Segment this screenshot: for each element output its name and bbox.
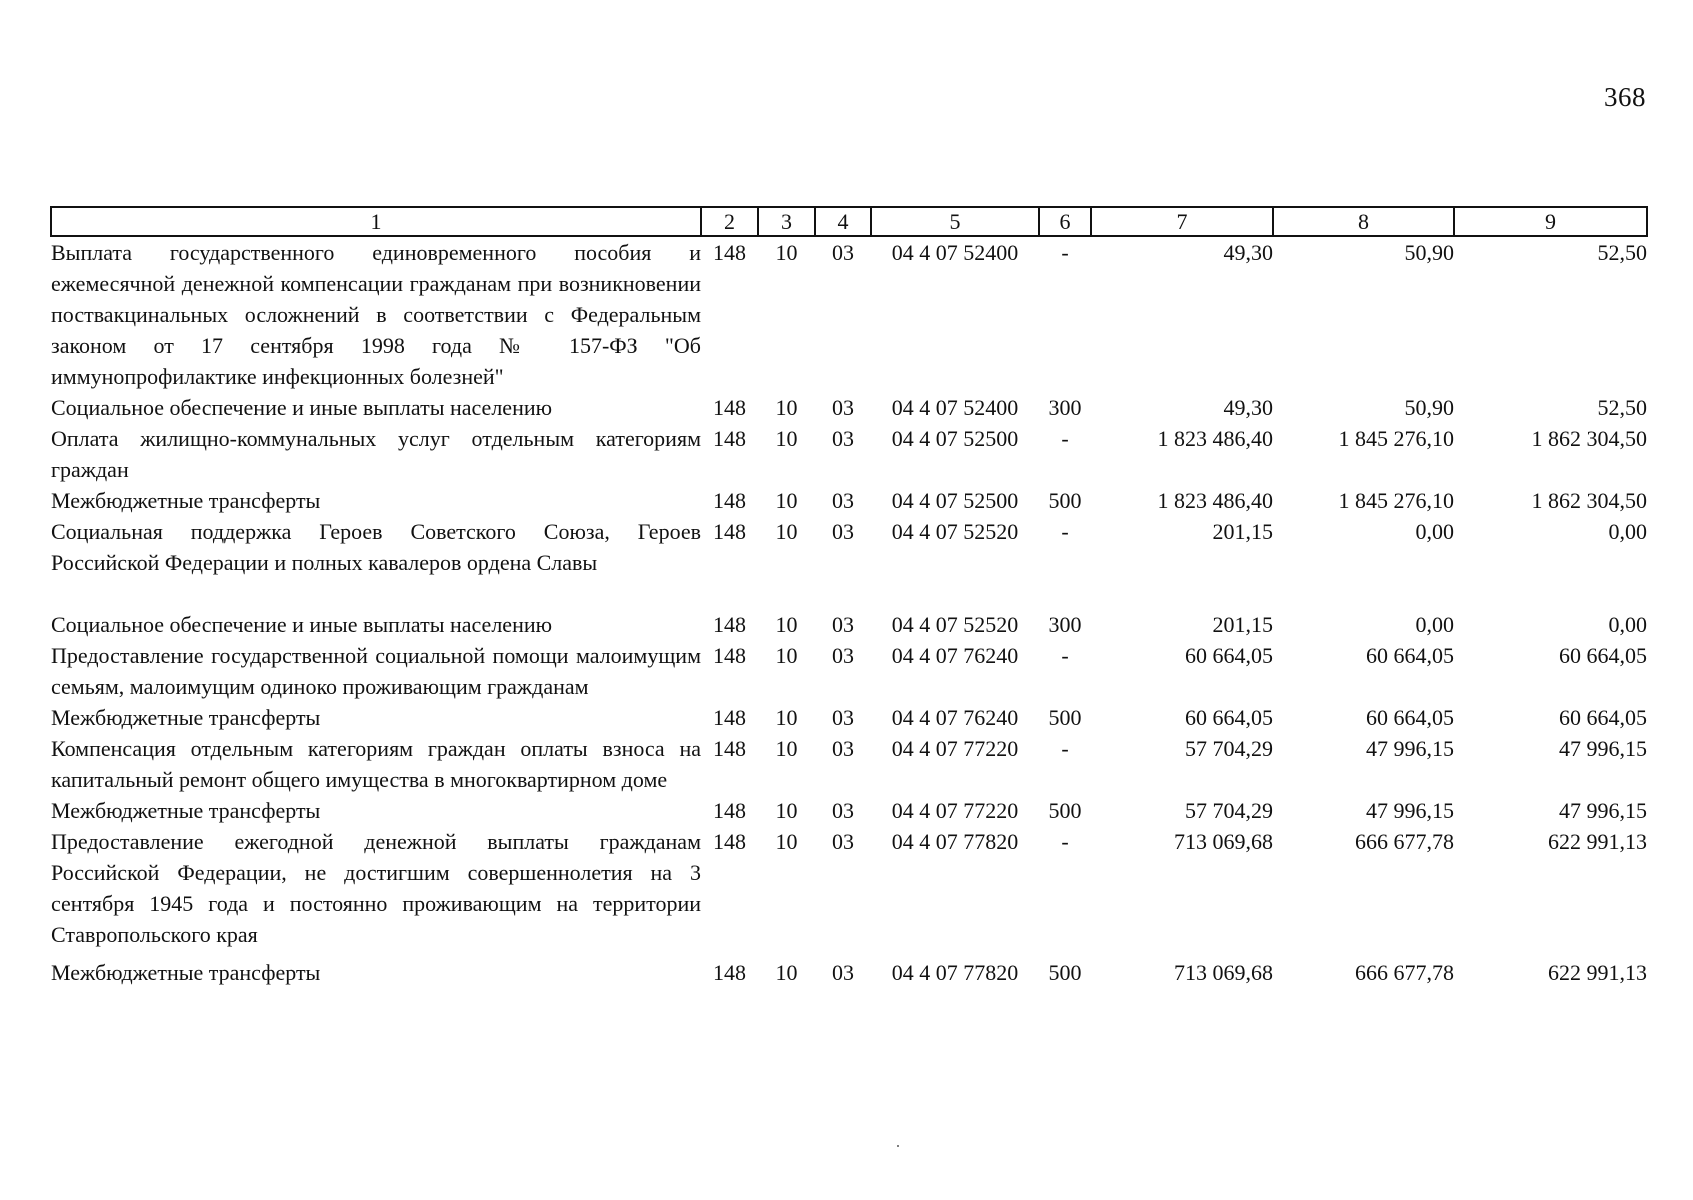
row-col4: 03 [832, 960, 854, 985]
row-col6: - [1061, 736, 1069, 761]
row-col2: 148 [713, 240, 746, 265]
table-row [51, 826, 1647, 957]
table-row [51, 640, 1647, 702]
row-col4: 03 [832, 705, 854, 730]
table-row [51, 392, 1647, 423]
row-col6: 300 [1048, 612, 1082, 637]
row-col4: 03 [832, 612, 854, 637]
row-col9: 60 664,05 [1559, 705, 1647, 730]
row-col6: - [1061, 519, 1069, 544]
row-col7: 1 823 486,40 [1157, 426, 1273, 451]
column-header: 2 [701, 207, 758, 236]
row-col9: 1 862 304,50 [1531, 426, 1647, 451]
row-col3: 10 [775, 612, 798, 637]
row-col3: 10 [775, 829, 798, 854]
row-col4: 03 [832, 240, 854, 265]
row-col7: 713 069,68 [1174, 829, 1273, 854]
row-col4: 03 [832, 829, 854, 854]
row-name: Выплата государственного единовременного пособия и ежемесячной денежной компенсации гражданам при возникновении поствакцинальных осложнений в соответствии с Федеральным законом от 17 сентября 1998 года № 157-ФЗ "Об иммунопрофилактике инфекционных болезней" [51, 240, 701, 389]
table-row [51, 733, 1647, 795]
row-col2: 148 [713, 519, 746, 544]
row-col8: 50,90 [1404, 395, 1454, 420]
row-col5: 04 4 07 52400 [891, 240, 1019, 265]
table-row [51, 485, 1647, 516]
row-col3: 10 [775, 395, 798, 420]
scan-speck [897, 1145, 899, 1147]
row-col6: 500 [1048, 705, 1082, 730]
row-col8: 47 996,15 [1366, 736, 1454, 761]
column-header: 4 [815, 207, 871, 236]
row-col3: 10 [775, 426, 798, 451]
row-name: Предоставление государственной социальной помощи малоимущим семьям, малоимущим одиноко проживающим гражданам [51, 643, 701, 699]
row-col8: 60 664,05 [1366, 643, 1454, 668]
row-col9: 622 991,13 [1548, 829, 1647, 854]
row-col6: 500 [1048, 960, 1082, 985]
row-col5: 04 4 07 77220 [891, 798, 1019, 823]
row-name: Социальная поддержка Героев Советского Союза, Героев Российской Федерации и полных кавалеров ордена Славы [51, 519, 701, 575]
column-header: 6 [1039, 207, 1091, 236]
table-row [51, 609, 1647, 640]
row-col2: 148 [713, 829, 746, 854]
table-row [51, 957, 1647, 988]
row-col7: 57 704,29 [1185, 736, 1273, 761]
row-col7: 201,15 [1212, 519, 1273, 544]
row-col3: 10 [775, 736, 798, 761]
row-name: Межбюджетные трансферты [51, 705, 321, 730]
row-col5: 04 4 07 77220 [891, 736, 1019, 761]
row-col3: 10 [775, 960, 798, 985]
row-col9: 1 862 304,50 [1531, 488, 1647, 513]
row-name: Межбюджетные трансферты [51, 798, 321, 823]
row-name: Предоставление ежегодной денежной выплаты гражданам Российской Федерации, не достигшим совершеннолетия на 3 сентября 1945 года и постоянно проживающим на территории Ставропольского края [51, 829, 701, 947]
row-col8: 1 845 276,10 [1338, 426, 1454, 451]
row-name: Межбюджетные трансферты [51, 488, 321, 513]
row-col2: 148 [713, 798, 746, 823]
row-col8: 50,90 [1404, 240, 1454, 265]
header-row [51, 207, 1647, 236]
row-col3: 10 [775, 798, 798, 823]
row-col8: 47 996,15 [1366, 798, 1454, 823]
row-col8: 666 677,78 [1355, 960, 1454, 985]
row-col6: - [1061, 829, 1069, 854]
row-name: Социальное обеспечение и иные выплаты населению [51, 612, 553, 637]
column-header: 8 [1273, 207, 1454, 236]
row-col4: 03 [832, 736, 854, 761]
row-col8: 0,00 [1415, 519, 1454, 544]
row-col2: 148 [713, 488, 746, 513]
table-row [51, 516, 1647, 609]
row-col7: 57 704,29 [1185, 798, 1273, 823]
row-col7: 201,15 [1212, 612, 1273, 637]
row-col7: 60 664,05 [1185, 643, 1273, 668]
table-row [51, 795, 1647, 826]
row-col5: 04 4 07 52500 [891, 426, 1019, 451]
row-col8: 1 845 276,10 [1338, 488, 1454, 513]
row-col5: 04 4 07 52520 [891, 612, 1019, 637]
row-col7: 49,30 [1223, 240, 1273, 265]
row-col6: 300 [1048, 395, 1082, 420]
row-col8: 60 664,05 [1366, 705, 1454, 730]
row-col2: 148 [713, 705, 746, 730]
row-col2: 148 [713, 960, 746, 985]
row-name: Компенсация отдельным категориям граждан оплаты взноса на капитальный ремонт общего имущества в многоквартирном доме [51, 736, 701, 792]
row-col6: - [1061, 426, 1069, 451]
row-name: Оплата жилищно-коммунальных услуг отдельным категориям граждан [51, 426, 701, 482]
column-header: 3 [758, 207, 815, 236]
row-col9: 60 664,05 [1559, 643, 1647, 668]
row-col4: 03 [832, 395, 854, 420]
row-col8: 0,00 [1415, 612, 1454, 637]
row-col5: 04 4 07 76240 [891, 705, 1019, 730]
table-row [51, 236, 1647, 392]
row-col8: 666 677,78 [1355, 829, 1454, 854]
row-col5: 04 4 07 52500 [891, 488, 1019, 513]
row-col9: 52,50 [1597, 395, 1647, 420]
row-col3: 10 [775, 519, 798, 544]
column-header: 1 [51, 207, 701, 236]
row-col2: 148 [713, 643, 746, 668]
row-col6: 500 [1048, 488, 1082, 513]
row-col7: 60 664,05 [1185, 705, 1273, 730]
row-col4: 03 [832, 519, 854, 544]
row-col7: 49,30 [1223, 395, 1273, 420]
row-name: Межбюджетные трансферты [51, 960, 321, 985]
column-header: 7 [1091, 207, 1273, 236]
row-col7: 1 823 486,40 [1157, 488, 1273, 513]
row-col4: 03 [832, 798, 854, 823]
row-col7: 713 069,68 [1174, 960, 1273, 985]
page-number: 368 [1604, 82, 1646, 112]
row-col3: 10 [775, 705, 798, 730]
row-col6: 500 [1048, 798, 1082, 823]
row-col2: 148 [713, 395, 746, 420]
row-col2: 148 [713, 736, 746, 761]
row-col6: - [1061, 643, 1069, 668]
table-row [51, 423, 1647, 485]
row-col5: 04 4 07 76240 [891, 643, 1019, 668]
budget-table [50, 206, 1648, 988]
row-col9: 52,50 [1597, 240, 1647, 265]
row-col3: 10 [775, 488, 798, 513]
table-row [51, 702, 1647, 733]
row-col6: - [1061, 240, 1069, 265]
row-col5: 04 4 07 52520 [891, 519, 1019, 544]
row-col4: 03 [832, 643, 854, 668]
column-header: 9 [1454, 207, 1647, 236]
row-col9: 0,00 [1608, 519, 1647, 544]
row-col4: 03 [832, 488, 854, 513]
row-col3: 10 [775, 240, 798, 265]
row-col9: 0,00 [1608, 612, 1647, 637]
column-header: 5 [871, 207, 1039, 236]
row-col5: 04 4 07 77820 [891, 960, 1019, 985]
row-name: Социальное обеспечение и иные выплаты населению [51, 395, 553, 420]
row-col9: 47 996,15 [1559, 798, 1647, 823]
row-col5: 04 4 07 52400 [891, 395, 1019, 420]
row-col4: 03 [832, 426, 854, 451]
row-col2: 148 [713, 612, 746, 637]
row-col9: 47 996,15 [1559, 736, 1647, 761]
row-col9: 622 991,13 [1548, 960, 1647, 985]
row-col2: 148 [713, 426, 746, 451]
row-col3: 10 [775, 643, 798, 668]
row-col5: 04 4 07 77820 [891, 829, 1019, 854]
